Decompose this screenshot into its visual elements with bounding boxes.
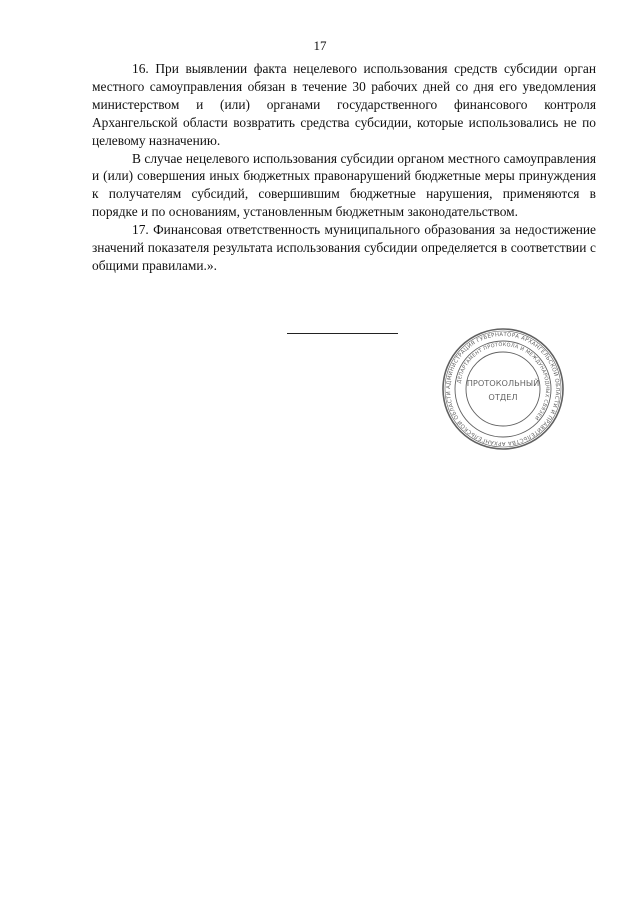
stamp-center-line-2: ОТДЕЛ [488,392,518,402]
stamp-center-line-1: ПРОТОКОЛЬНЫЙ [466,378,540,388]
paragraph-16: 16. При выявлении факта нецелевого использования средств субсидии орган местного самоуправления обязан в течение 30 рабочих дней со дня его уведомления министерством и (или) органами государственного финансового контроля Архангельской области возвратить средства субсидии, которые использовались не по целевому назначению. [92,61,596,148]
paragraph-17: 17. Финансовая ответственность муниципального образования за недостижение значений показателя результата использования субсидии определяется в соответствии с общими правилами.». [92,222,596,273]
stamp-inner-text: ДЕПАРТАМЕНТ ПРОТОКОЛА И МЕЖДУНАРОДНЫХ СВЯЗЕЙ [456,341,551,421]
svg-text:АДМИНИСТРАЦИЯ ГУБЕРНАТОРА АРХА [446,332,560,446]
paragraph-16-continued: В случае нецелевого использования субсидии органом местного самоуправления и (или) совершения иных бюджетных правонарушений бюджетные меры принуждения к получателям субсидий, совершившим бюджетные нарушения, применяются в порядке и по основаниям, установленным бюджетным законодательством. [92,150,596,220]
official-stamp [440,326,566,452]
stamp-outer-text: АДМИНИСТРАЦИЯ ГУБЕРНАТОРА АРХАНГЕЛЬСКОЙ ОБЛАСТИ И ПРАВИТЕЛЬСТВА АРХАНГЕЛЬСКОЙ ОБЛАСТИ [445,331,561,447]
end-divider-line [287,333,398,334]
document-body [92,60,596,275]
page-number: 17 [313,38,327,53]
